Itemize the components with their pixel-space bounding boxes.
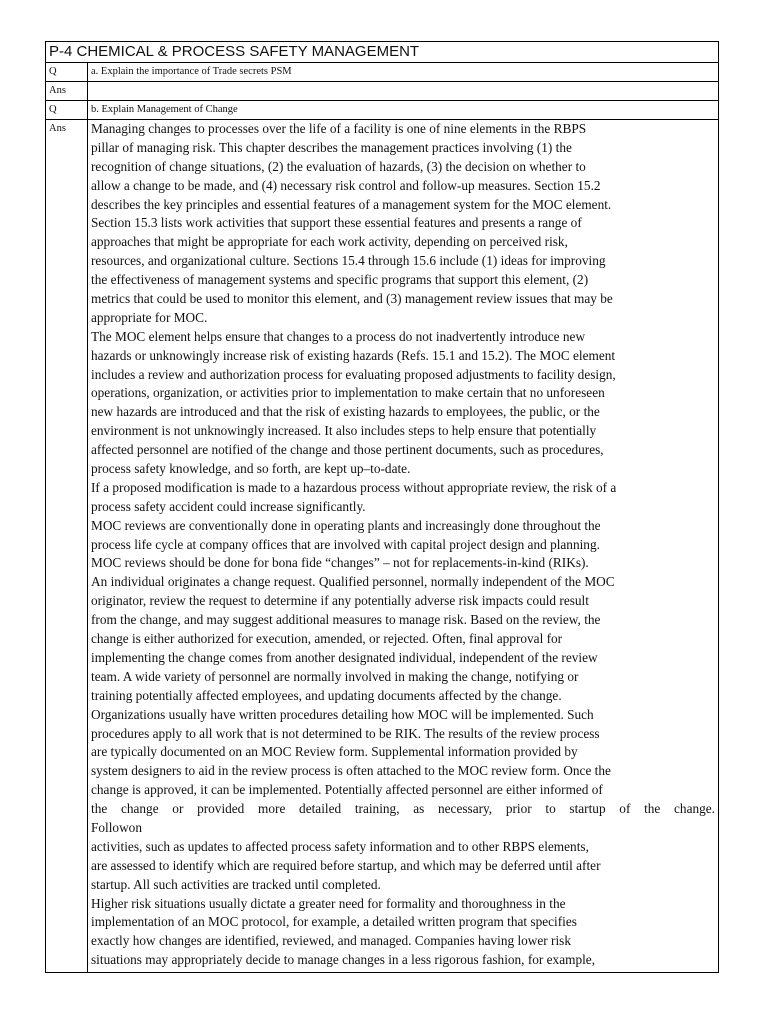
answer-line: describes the key principles and essential features of a management system for the MOC element. [91, 196, 612, 212]
answer-line: the effectiveness of management systems and specific programs that support this element, (2) [91, 272, 589, 288]
answer-line: Higher risk situations usually dictate a greater need for formality and thoroughness in the [91, 895, 566, 911]
answer-line: approaches that might be appropriate for each work activity, depending on perceived risk, [91, 234, 568, 250]
answer-line: process safety knowledge, and so forth, are kept up–to-date. [91, 461, 411, 477]
answer-line: affected personnel are notified of the change and those pertinent documents, such as procedures, [91, 442, 604, 458]
answer-line: the change or provided more detailed training, as necessary, prior to startup of the change. [91, 801, 715, 817]
answer-line: procedures apply to all work that is not determined to be RIK. The results of the review process [91, 725, 600, 741]
row-label-ans-b: Ans [46, 120, 88, 973]
document-table [45, 41, 719, 973]
title-row [46, 42, 719, 63]
answer-line: process life cycle at company offices that are involved with capital project design and planning. [91, 536, 600, 552]
answer-line: team. A wide variety of personnel are normally involved in making the change, notifying or [91, 668, 579, 684]
answer-line: Followon [91, 819, 142, 835]
answer-line: are typically documented on an MOC Review form. Supplemental information provided by [91, 744, 578, 760]
answer-line: Organizations usually have written procedures detailing how MOC will be implemented. Such [91, 706, 594, 722]
question-b-text: b. Explain Management of Change [88, 101, 719, 120]
answer-line: change is approved, it can be implemented. Potentially affected personnel are either informed of [91, 782, 603, 798]
answer-line: process safety accident could increase significantly. [91, 498, 366, 514]
question-row-b [46, 101, 719, 120]
answer-line: change is either authorized for execution, amended, or rejected. Often, final approval for [91, 631, 563, 647]
answer-line: training potentially affected employees, and updating documents affected by the change. [91, 687, 562, 703]
row-label-q-b: Q [46, 101, 88, 120]
answer-line: originator, review the request to determine if any potentially adverse risk impacts could result [91, 593, 589, 609]
answer-line: are assessed to identify which are required before startup, and which may be deferred until after [91, 857, 601, 873]
answer-line: MOC reviews are conventionally done in operating plants and increasingly done throughout the [91, 517, 601, 533]
answer-line: new hazards are introduced and that the risk of existing hazards to employees, the public, or the [91, 404, 600, 420]
answer-a-text [88, 82, 719, 101]
answer-line: If a proposed modification is made to a hazardous process without appropriate review, the risk of a [91, 479, 617, 495]
row-label-q-a: Q [46, 63, 88, 82]
answer-line: MOC reviews should be done for bona fide “changes” – not for replacements-in-kind (RIKs). [91, 555, 589, 571]
question-a-text: a. Explain the importance of Trade secrets PSM [88, 63, 719, 82]
answer-row-a [46, 82, 719, 101]
answer-b-body [88, 120, 719, 973]
answer-line: from the change, and may suggest additional measures to manage risk. Based on the review, the [91, 612, 601, 628]
answer-line: The MOC element helps ensure that changes to a process do not inadvertently introduce new [91, 328, 586, 344]
answer-line: metrics that could be used to monitor this element, and (3) management review issues that may be [91, 291, 613, 307]
answer-line: appropriate for MOC. [91, 309, 208, 325]
answer-line: resources, and organizational culture. Sections 15.4 through 15.6 include (1) ideas for improving [91, 253, 606, 269]
answer-line: exactly how changes are identified, reviewed, and managed. Companies having lower risk [91, 933, 571, 949]
answer-line: implementing the change comes from another designated individual, independent of the review [91, 649, 598, 665]
question-row-a [46, 63, 719, 82]
answer-b-paragraphs [91, 120, 715, 970]
answer-line: An individual originates a change request. Qualified personnel, normally independent of the MOC [91, 574, 615, 590]
answer-line: system designers to aid in the review process is often attached to the MOC review form. Once the [91, 763, 611, 779]
document-title: P-4 CHEMICAL & PROCESS SAFETY MANAGEMENT [46, 42, 719, 63]
answer-line: Managing changes to processes over the life of a facility is one of nine elements in the RBPS [91, 121, 587, 136]
answer-line: allow a change to be made, and (4) necessary risk control and follow-up measures. Section 15.2 [91, 177, 601, 193]
answer-line: startup. All such activities are tracked until completed. [91, 876, 381, 892]
answer-row-b [46, 120, 719, 973]
answer-line: activities, such as updates to affected process safety information and to other RBPS elements, [91, 838, 589, 854]
answer-line: situations may appropriately decide to manage changes in a less rigorous fashion, for example, [91, 952, 596, 968]
answer-line: includes a review and authorization process for evaluating proposed adjustments to facility design, [91, 366, 616, 382]
answer-line: operations, organization, or activities prior to implementation to make certain that no unforeseen [91, 385, 605, 401]
answer-line: implementation of an MOC protocol, for example, a detailed written program that specifies [91, 914, 577, 930]
answer-line: pillar of managing risk. This chapter describes the management practices involving (1) the [91, 139, 572, 155]
row-label-ans-a: Ans [46, 82, 88, 101]
answer-line: environment is not unknowingly increased. It also includes steps to help ensure that potentially [91, 423, 597, 439]
answer-line: hazards or unknowingly increase risk of existing hazards (Refs. 15.1 and 15.2). The MOC element [91, 347, 616, 363]
answer-line: Section 15.3 lists work activities that support these essential features and presents a range of [91, 215, 582, 231]
answer-line: recognition of change situations, (2) the evaluation of hazards, (3) the decision on whether to [91, 158, 586, 174]
